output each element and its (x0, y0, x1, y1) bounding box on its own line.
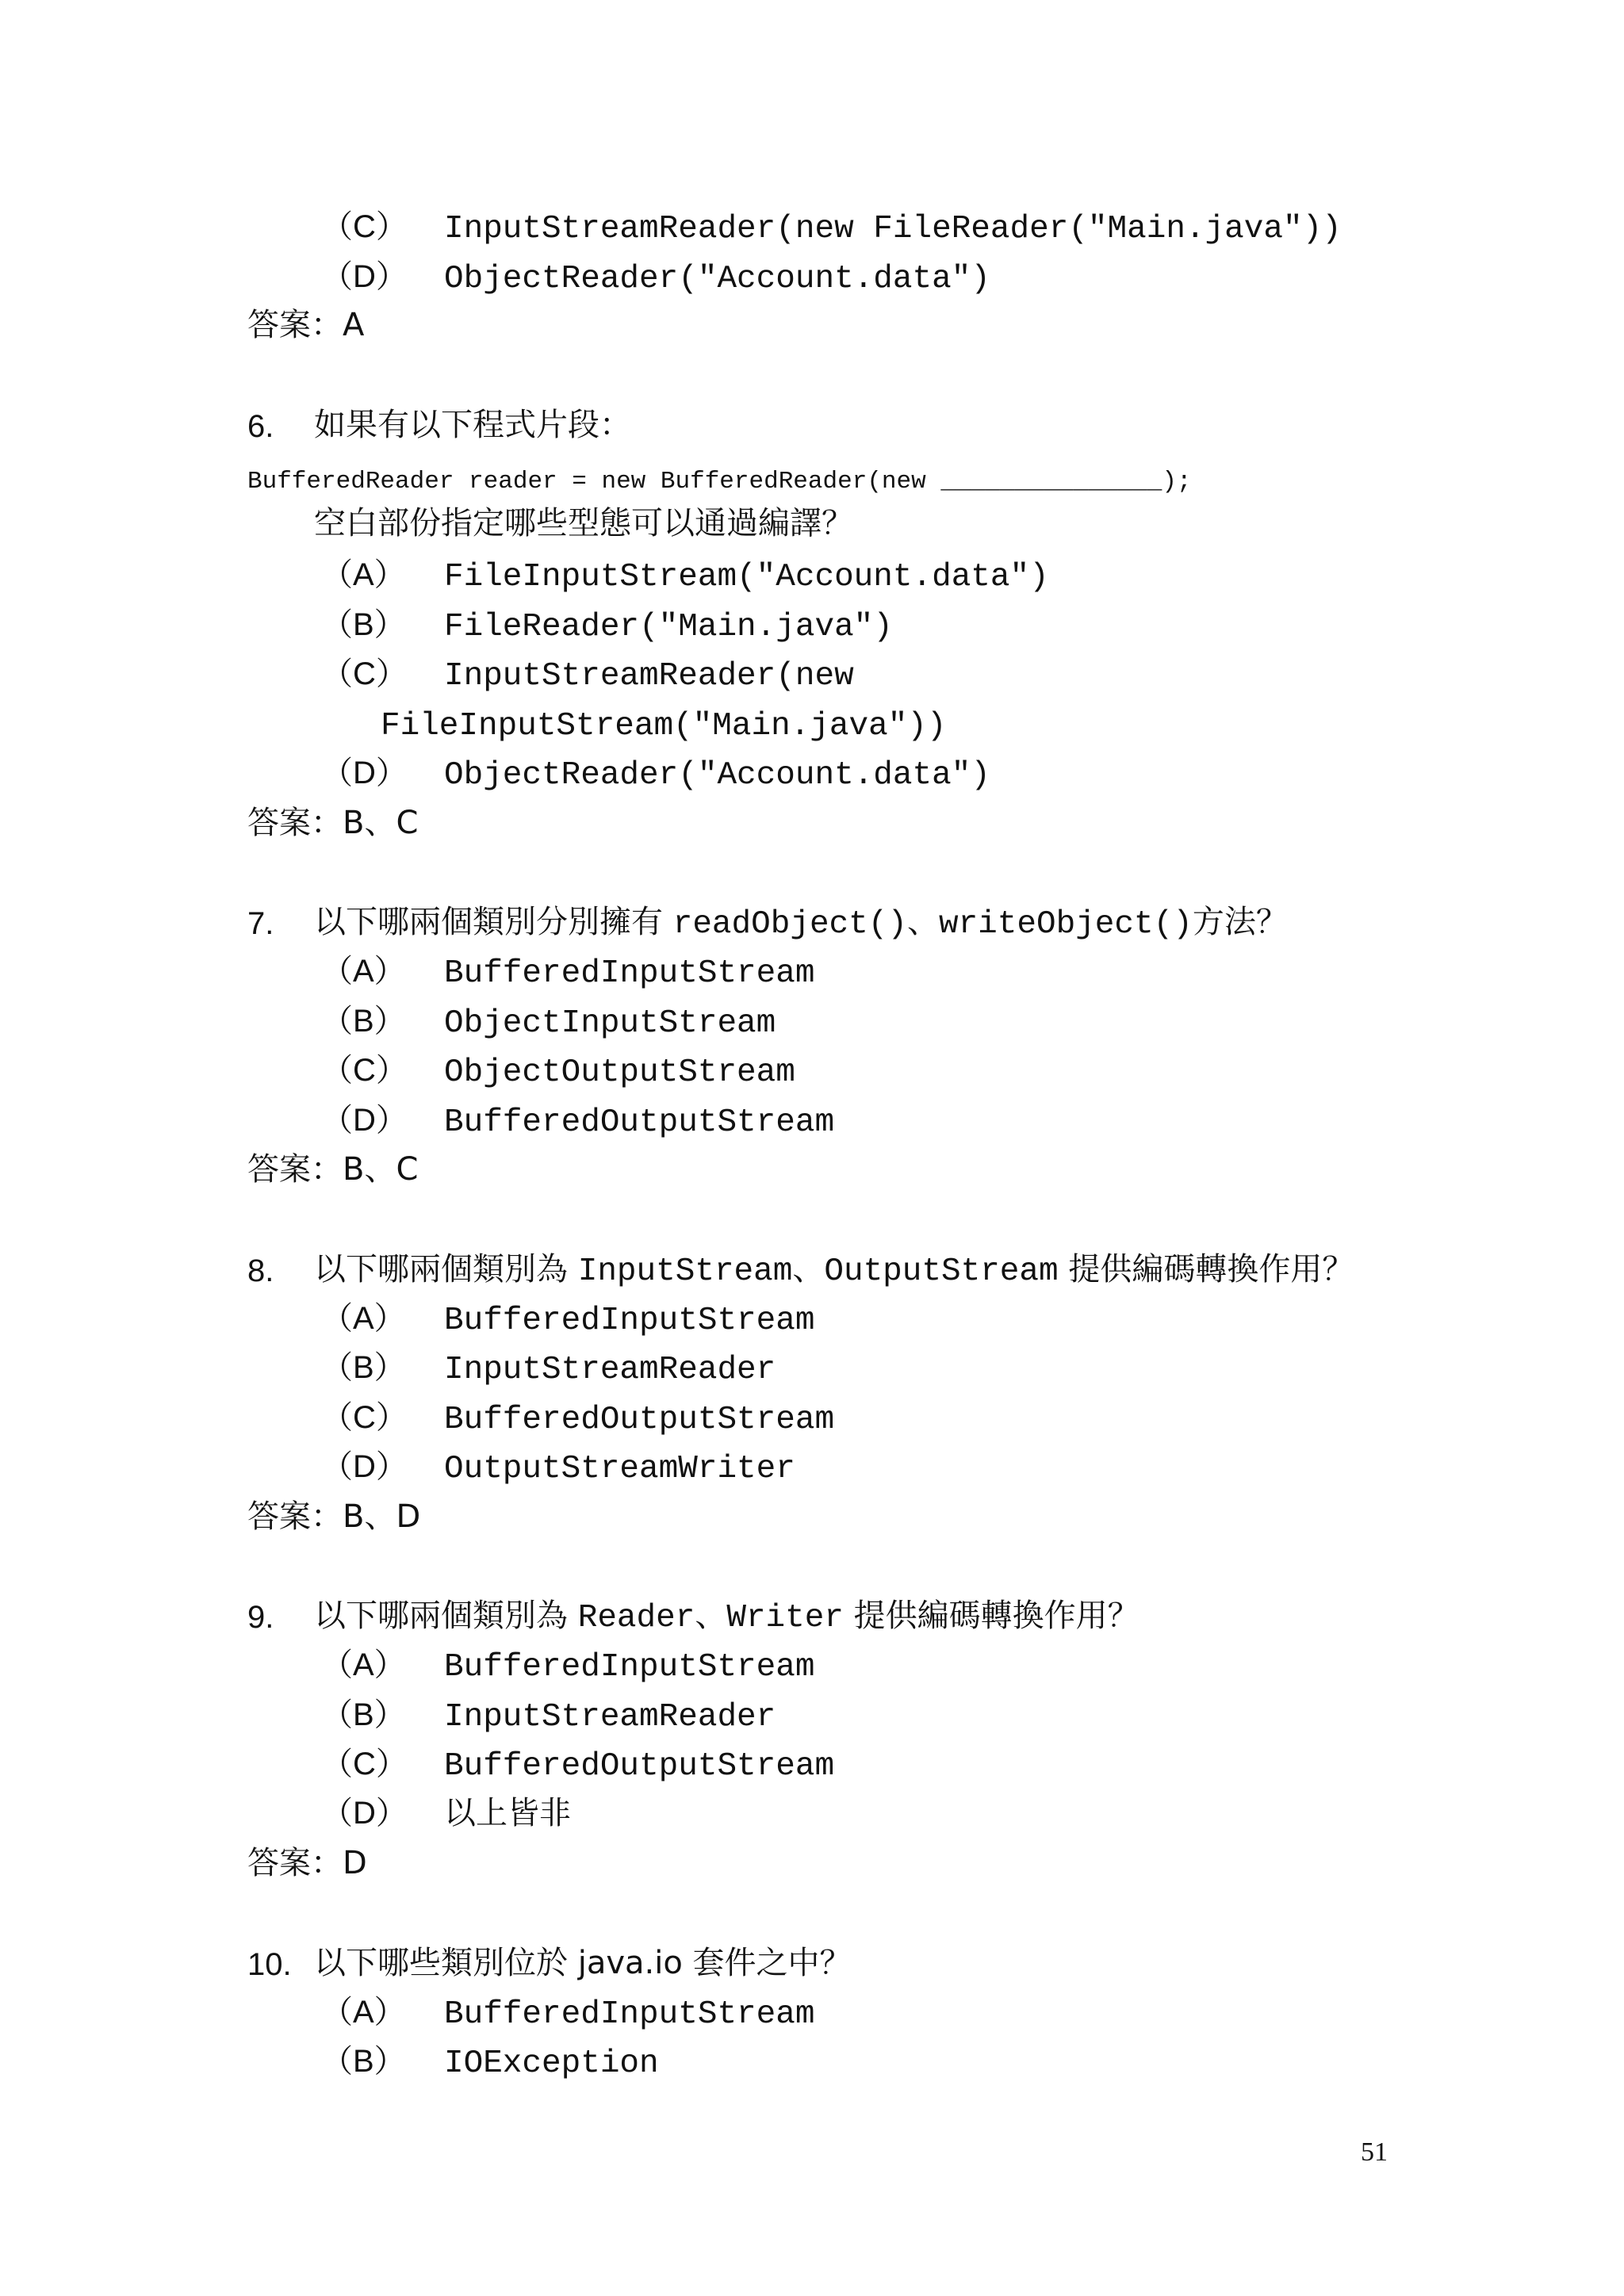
inline-code: OutputStream (824, 1253, 1059, 1290)
option-label: （B） (321, 1004, 406, 1039)
option-label: （C） (321, 656, 408, 691)
question-text-part: 以下哪兩個類別為 (314, 1251, 578, 1288)
separator: 、 (792, 1251, 825, 1288)
inline-code: Reader (577, 1600, 695, 1636)
separator: 、 (695, 1598, 727, 1634)
question-text-part: 提供編碼轉換作用？ (843, 1598, 1139, 1634)
question-number: 7. (247, 906, 274, 941)
option-text: BufferedOutputStream (444, 1748, 835, 1785)
option-label: （C） (321, 209, 408, 244)
option-text: InputStreamReader (444, 1352, 776, 1388)
option-text: BufferedInputStream (444, 1649, 815, 1686)
question-prompt: 空白部份指定哪些型態可以通過編譯？ (314, 505, 853, 541)
answer-line: 答案：D (247, 1845, 367, 1881)
option-text: BufferedInputStream (444, 1303, 815, 1339)
option-text: ObjectInputStream (444, 1005, 776, 1042)
inline-code: writeObject() (938, 906, 1193, 943)
option-label: （C） (321, 1747, 408, 1781)
separator: 、 (906, 904, 939, 940)
question-text-part: 方法？ (1192, 904, 1288, 940)
option-text: OutputStreamWriter (444, 1451, 795, 1487)
option-label: （B） (321, 2044, 406, 2079)
option-text: BufferedInputStream (444, 1996, 815, 2033)
option-text: ObjectReader("Account.data") (444, 261, 990, 297)
option-label: （A） (321, 1995, 406, 2030)
answer-line: 答案：A (247, 307, 365, 343)
option-text: FileInputStream("Account.data") (444, 559, 1049, 595)
option-label: （D） (321, 756, 408, 790)
question-number: 9. (247, 1600, 274, 1635)
option-text: BufferedOutputStream (444, 1104, 835, 1141)
answer-line: 答案：B、C (247, 805, 419, 841)
inline-code: Writer (726, 1600, 844, 1636)
page-number: 51 (1361, 2137, 1388, 2167)
question-number: 6. (247, 409, 274, 444)
answer-line: 答案：B、C (247, 1151, 419, 1188)
option-label: （D） (321, 259, 408, 294)
question-text: 以下哪些類別位於 java.io 套件之中？ (314, 1945, 852, 1981)
option-text-continuation: FileInputStream("Main.java")) (381, 708, 947, 744)
option-text: 以上皆非 (444, 1795, 571, 1831)
question-text: 如果有以下程式片段： (314, 407, 631, 443)
option-label: （D） (321, 1449, 408, 1484)
option-text: InputStreamReader (444, 1699, 776, 1735)
inline-code: readObject() (672, 906, 907, 943)
question-text (314, 1253, 1354, 1288)
option-text: BufferedOutputStream (444, 1402, 835, 1438)
code-snippet: BufferedReader reader = new BufferedReader(new _______________); (247, 468, 1192, 496)
option-text: ObjectOutputStream (444, 1054, 795, 1091)
option-label: （A） (321, 557, 406, 592)
option-label: （C） (321, 1053, 408, 1088)
inline-code: InputStream (577, 1253, 793, 1290)
question-text-part: 提供編碼轉換作用？ (1058, 1251, 1354, 1288)
question-number: 10. (247, 1947, 292, 1982)
option-text: FileReader("Main.java") (444, 609, 893, 645)
question-number: 8. (247, 1253, 274, 1288)
option-text: ObjectReader("Account.data") (444, 757, 990, 794)
option-label: （B） (321, 607, 406, 642)
option-text: InputStreamReader(new FileReader("Main.java")) (444, 211, 1342, 247)
option-label: （A） (321, 1301, 406, 1336)
option-text: BufferedInputStream (444, 955, 815, 992)
option-label: （B） (321, 1697, 406, 1732)
option-label: （A） (321, 954, 406, 989)
question-text-part: 以下哪兩個類別為 (314, 1598, 578, 1634)
option-label: （D） (321, 1796, 408, 1831)
option-label: （D） (321, 1103, 408, 1138)
option-text: IOException (444, 2045, 659, 2082)
option-text: InputStreamReader(new (444, 658, 854, 695)
option-label: （A） (321, 1647, 406, 1682)
question-text (314, 906, 1288, 941)
question-text (314, 1600, 1139, 1635)
option-label: （B） (321, 1350, 406, 1385)
question-text-part: 以下哪兩個類別分別擁有 (314, 904, 673, 940)
answer-line: 答案：B、D (247, 1498, 421, 1535)
option-label: （C） (321, 1400, 408, 1435)
